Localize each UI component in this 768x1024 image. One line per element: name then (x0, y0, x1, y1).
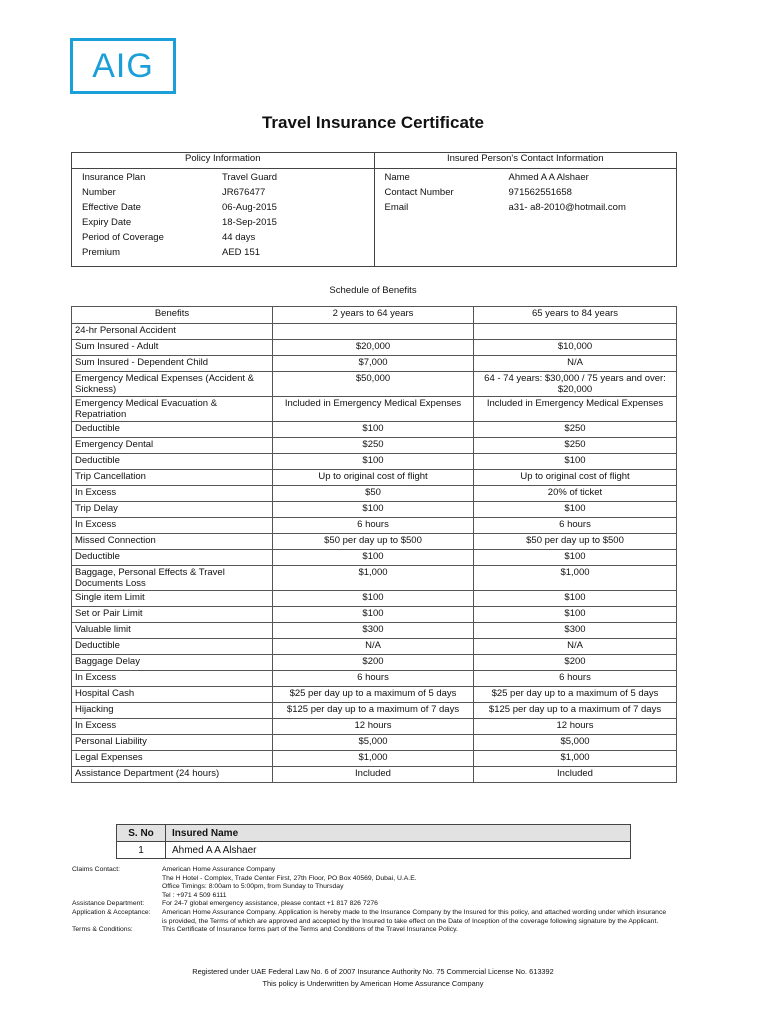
benefit-value: $250 (474, 438, 677, 454)
benefit-value: 64 - 74 years: $30,000 / 75 years and over: $20,000 (474, 372, 677, 397)
benefit-value: N/A (474, 356, 677, 372)
legal-text (162, 866, 417, 900)
benefit-row (72, 470, 677, 486)
benefit-name: In Excess (72, 518, 273, 534)
benefit-value: $125 per day up to a maximum of 7 days (474, 703, 677, 719)
benefit-name: Legal Expenses (72, 751, 273, 767)
benefit-row (72, 550, 677, 566)
benefit-row (72, 534, 677, 550)
benefit-value: Up to original cost of flight (474, 470, 677, 486)
age-band-2-header: 65 years to 84 years (474, 307, 677, 324)
benefit-name: Deductible (72, 422, 273, 438)
benefit-name: Assistance Department (24 hours) (72, 767, 273, 783)
benefit-name: Baggage Delay (72, 655, 273, 671)
benefit-value: 20% of ticket (474, 486, 677, 502)
benefit-name: Hijacking (72, 703, 273, 719)
benefit-name: Valuable limit (72, 623, 273, 639)
policy-field-label: Email (384, 202, 409, 213)
benefit-row (72, 703, 677, 719)
benefit-value: Up to original cost of flight (273, 470, 474, 486)
legal-text (162, 926, 458, 935)
legal-label: Application & Acceptance: (72, 908, 151, 916)
benefit-row (72, 502, 677, 518)
benefit-value: $300 (474, 623, 677, 639)
benefit-row (72, 655, 677, 671)
legal-entry (72, 909, 672, 926)
benefit-name: Set or Pair Limit (72, 607, 273, 623)
benefit-row (72, 687, 677, 703)
benefit-value: 6 hours (474, 671, 677, 687)
benefit-value: $20,000 (273, 340, 474, 356)
policy-field-row (385, 187, 669, 202)
legal-line: For 24-7 global emergency assistance, please contact +1 817 826 7276 (162, 900, 378, 908)
benefit-value: $10,000 (474, 340, 677, 356)
policy-field-row (82, 247, 366, 262)
benefit-value: $1,000 (273, 751, 474, 767)
policy-field-label: Contact Number (384, 187, 454, 198)
policy-field-value: 971562551658 (508, 187, 572, 198)
legal-entry (72, 866, 672, 900)
policy-field-label: Number (82, 187, 116, 198)
benefit-value: $200 (474, 655, 677, 671)
benefit-value: 6 hours (474, 518, 677, 534)
aig-logo (70, 38, 176, 94)
benefit-name: Missed Connection (72, 534, 273, 550)
legal-label: Terms & Conditions: (72, 926, 133, 934)
policy-info-header: Policy Information (72, 153, 375, 169)
legal-entry (72, 900, 672, 909)
legal-line: The H Hotel - Complex, Trade Center First, 27th Floor, PO Box 40569, Dubai, U.A.E. (162, 874, 417, 882)
benefit-value: Included (273, 767, 474, 783)
benefit-value: $50,000 (273, 372, 474, 397)
benefit-value: Included (474, 767, 677, 783)
legal-label: Assistance Department: (72, 900, 145, 908)
benefit-name: Personal Liability (72, 735, 273, 751)
benefit-name: Hospital Cash (72, 687, 273, 703)
benefit-value: 6 hours (273, 518, 474, 534)
benefit-value: Included in Emergency Medical Expenses (474, 397, 677, 422)
benefit-value: 12 hours (273, 719, 474, 735)
benefit-name: Trip Cancellation (72, 470, 273, 486)
benefit-row (72, 372, 677, 397)
benefit-name: Deductible (72, 550, 273, 566)
insured-name: Ahmed A A Alshaer (166, 842, 631, 859)
benefit-row (72, 735, 677, 751)
legal-terms (72, 866, 672, 935)
benefit-name: In Excess (72, 719, 273, 735)
document-title: Travel Insurance Certificate (261, 113, 485, 132)
benefit-value: $25 per day up to a maximum of 5 days (474, 687, 677, 703)
legal-line: Office Timings: 8:00am to 5:00pm, from Sunday to Thursday (162, 883, 344, 891)
benefit-row (72, 767, 677, 783)
benefit-value: $50 per day up to $500 (273, 534, 474, 550)
insured-name-header: Insured Name (166, 825, 631, 842)
benefit-value: $100 (474, 607, 677, 623)
logo-text: AIG (92, 46, 154, 85)
legal-text (162, 909, 672, 926)
insured-row (117, 842, 631, 859)
policy-field-value: Ahmed A A Alshaer (508, 172, 589, 183)
benefit-value: $100 (273, 607, 474, 623)
legal-line: American Home Assurance Company. Application is hereby made to the Insurance Company by the Insured for this policy, and attached wording under which insurance is provided, the Terms of which are approved and accepted by the Insured to take effect on the Date of Inception of the coverage following signature by the Applicant. (162, 908, 667, 925)
policy-field-row (385, 202, 669, 217)
benefit-value: N/A (474, 639, 677, 655)
policy-info-table (71, 152, 677, 267)
policy-field-label: Expiry Date (82, 217, 132, 228)
benefit-value: $300 (273, 623, 474, 639)
legal-line: Tel : +971 4 509 6111 (162, 891, 227, 899)
benefit-row (72, 639, 677, 655)
benefit-name: 24-hr Personal Accident (72, 324, 273, 340)
benefit-row (72, 397, 677, 422)
benefit-value: $200 (273, 655, 474, 671)
policy-field-label: Period of Coverage (82, 232, 164, 243)
benefit-name: Emergency Medical Expenses (Accident & Sickness) (72, 372, 273, 397)
benefit-value: Included in Emergency Medical Expenses (273, 397, 474, 422)
benefit-name: Deductible (72, 454, 273, 470)
benefit-value: $1,000 (273, 566, 474, 591)
footer-underwriter: This policy is Underwritten by American Home Assurance Company (262, 979, 484, 988)
insured-persons-table (116, 824, 631, 859)
benefit-row (72, 518, 677, 534)
policy-field-value: Travel Guard (222, 172, 278, 183)
benefit-value: $100 (474, 502, 677, 518)
benefit-value: $100 (474, 550, 677, 566)
benefit-row (72, 356, 677, 372)
policy-field-label: Name (384, 172, 410, 183)
policy-field-label: Effective Date (82, 202, 141, 213)
benefit-value: $5,000 (474, 735, 677, 751)
footer-registration: Registered under UAE Federal Law No. 6 of 2007 Insurance Authority No. 75 Commercial License No. 613392 (192, 967, 554, 976)
benefit-value: $50 (273, 486, 474, 502)
policy-field-value: 44 days (222, 232, 256, 243)
benefit-value: 12 hours (474, 719, 677, 735)
benefit-row (72, 591, 677, 607)
benefit-value (474, 324, 677, 340)
benefit-value: $1,000 (474, 751, 677, 767)
policy-field-label: Insurance Plan (82, 172, 146, 183)
benefit-value: $100 (273, 550, 474, 566)
policy-field-value: AED 151 (222, 247, 261, 258)
benefit-value: $25 per day up to a maximum of 5 days (273, 687, 474, 703)
benefit-name: Single item Limit (72, 591, 273, 607)
benefit-value: $250 (474, 422, 677, 438)
benefit-row (72, 422, 677, 438)
benefit-value: $5,000 (273, 735, 474, 751)
benefit-value: $100 (273, 422, 474, 438)
age-band-1-header: 2 years to 64 years (273, 307, 474, 324)
policy-field-value: 06-Aug-2015 (222, 202, 277, 213)
benefit-name: Sum Insured - Adult (72, 340, 273, 356)
benefit-value: $50 per day up to $500 (474, 534, 677, 550)
benefit-row (72, 340, 677, 356)
benefit-value: $100 (273, 591, 474, 607)
benefit-value: $7,000 (273, 356, 474, 372)
benefit-row (72, 671, 677, 687)
policy-field-row (82, 202, 366, 217)
benefit-name: Emergency Medical Evacuation & Repatriation (72, 397, 273, 422)
legal-line: This Certificate of Insurance forms part of the Terms and Conditions of the Travel Insurance Policy. (162, 926, 458, 934)
policy-field-value: JR676477 (222, 187, 266, 198)
benefit-name: Deductible (72, 639, 273, 655)
benefit-row (72, 719, 677, 735)
policy-field-row (82, 187, 366, 202)
benefit-row (72, 324, 677, 340)
benefit-value: $100 (273, 454, 474, 470)
benefit-row (72, 751, 677, 767)
benefit-row (72, 438, 677, 454)
policy-field-row (385, 172, 669, 187)
legal-line: American Home Assurance Company (162, 866, 276, 873)
benefit-name: In Excess (72, 486, 273, 502)
contact-info-header: Insured Person's Contact Information (374, 153, 677, 169)
legal-label: Claims Contact: (72, 866, 120, 873)
benefit-value: $1,000 (474, 566, 677, 591)
insured-sno: 1 (117, 842, 166, 859)
benefit-name: In Excess (72, 671, 273, 687)
benefit-name: Sum Insured - Dependent Child (72, 356, 273, 372)
benefit-name: Trip Delay (72, 502, 273, 518)
benefit-value: $100 (474, 454, 677, 470)
benefit-row (72, 566, 677, 591)
schedule-title: Schedule of Benefits (329, 285, 417, 296)
benefit-row (72, 607, 677, 623)
benefit-row (72, 623, 677, 639)
policy-field-row (82, 232, 366, 247)
benefits-table (71, 306, 677, 783)
policy-field-row (82, 172, 366, 187)
footer (0, 966, 746, 990)
benefit-row (72, 454, 677, 470)
legal-text (162, 900, 378, 909)
benefit-value: N/A (273, 639, 474, 655)
benefit-value: $250 (273, 438, 474, 454)
sno-header: S. No (117, 825, 166, 842)
benefit-name: Emergency Dental (72, 438, 273, 454)
policy-field-value: 18-Sep-2015 (222, 217, 277, 228)
legal-entry (72, 926, 672, 935)
benefit-value: $100 (273, 502, 474, 518)
benefits-header: Benefits (72, 307, 273, 324)
policy-field-row (82, 217, 366, 232)
policy-field-label: Premium (82, 247, 121, 258)
policy-field-value: a31- a8-2010@hotmail.com (508, 202, 626, 213)
benefit-value: $100 (474, 591, 677, 607)
benefit-value: $125 per day up to a maximum of 7 days (273, 703, 474, 719)
benefit-value: 6 hours (273, 671, 474, 687)
benefit-value (273, 324, 474, 340)
benefit-name: Baggage, Personal Effects & Travel Documents Loss (72, 566, 273, 591)
benefit-row (72, 486, 677, 502)
